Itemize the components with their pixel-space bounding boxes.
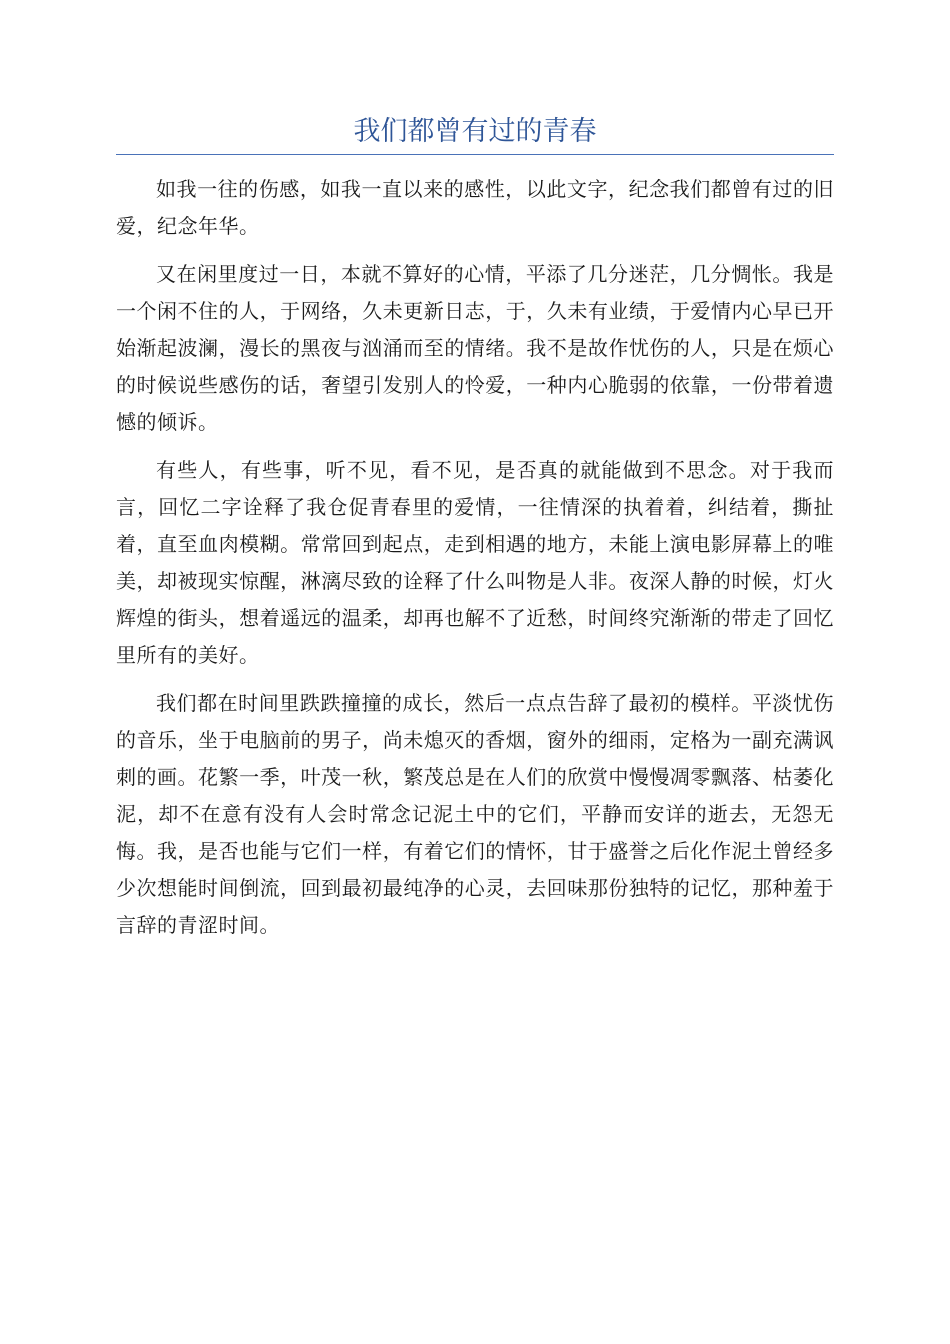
paragraph-4: 我们都在时间里跌跌撞撞的成长，然后一点点告辞了最初的模样。平淡忧伤的音乐，坐于电脑前的男子，尚未熄灭的香烟，窗外的细雨，定格为一副充满讽刺的画。花繁一季，叶茂一秋，繁茂总是在人们的欣赏中慢慢凋零飘落、枯萎化泥，却不在意有没有人会时常念记泥土中的它们，平静而安详的逝去，无怨无悔。我，是否也能与它们一样，有着它们的情怀，甘于盛誉之后化作泥土曾经多少次想能时间倒流，回到最初最纯净的心灵，去回味那份独特的记忆，那种羞于言辞的青涩时间。 [116,691,834,937]
page-title: 我们都曾有过的青春 [353,116,597,147]
document-page [116,112,834,955]
title-underline [116,154,834,155]
paragraph-1: 如我一往的伤感，如我一直以来的感性，以此文字，纪念我们都曾有过的旧爱，纪念年华。 [116,177,834,238]
paragraph-2: 又在闲里度过一日，本就不算好的心情，平添了几分迷茫，几分惆怅。我是一个闲不住的人，于网络，久未更新日志，于，久未有业绩，于爱情内心早已开始渐起波澜，漫长的黑夜与汹涌而至的情绪。我不是故作忧伤的人，只是在烦心的时候说些感伤的话，奢望引发别人的怜爱，一种内心脆弱的依靠，一份带着遗憾的倾诉。 [116,262,834,434]
paragraph-3: 有些人，有些事，听不见，看不见，是否真的就能做到不思念。对于我而言，回忆二字诠释了我仓促青春里的爱情，一往情深的执着着，纠结着，撕扯着，直至血肉模糊。常常回到起点，走到相遇的地方，未能上演电影屏幕上的唯美，却被现实惊醒，淋漓尽致的诠释了什么叫物是人非。夜深人静的时候，灯火辉煌的街头，想着遥远的温柔，却再也解不了近愁，时间终究渐渐的带走了回忆里所有的美好。 [116,458,834,667]
